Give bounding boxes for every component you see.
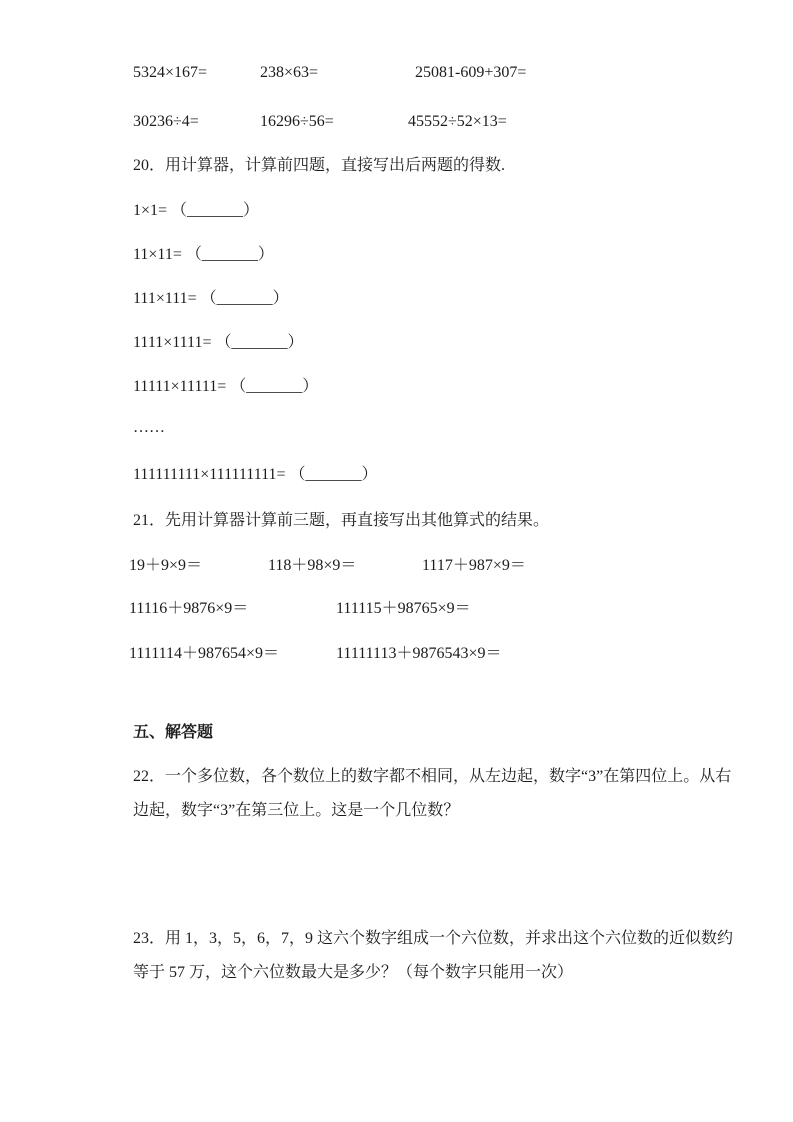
calc-expression: 45552÷52×13= bbox=[408, 113, 507, 130]
q21-expression: 11111113＋9876543×9＝ bbox=[336, 645, 502, 662]
q20-item: 111×111= （_______） bbox=[133, 289, 289, 307]
question-21-heading: 21．先用计算器计算前三题，再直接写出其他算式的结果。 bbox=[133, 512, 550, 529]
q21-expression: 111115＋98765×9＝ bbox=[336, 600, 471, 617]
question-22-line: 22．一个多位数，各个数位上的数字都不相同，从左边起，数字“3”在第四位上。从右 bbox=[133, 768, 732, 785]
calc-expression: 25081-609+307= bbox=[415, 64, 527, 81]
q21-expression: 1111114＋987654×9＝ bbox=[129, 645, 280, 662]
question-20-heading: 20．用计算器，计算前四题，直接写出后两题的得数. bbox=[133, 157, 506, 174]
q20-item: 111111111×111111111= （_______） bbox=[133, 465, 378, 483]
question-23 bbox=[133, 922, 733, 990]
calc-expression: 5324×167= bbox=[133, 64, 208, 81]
question-22-line: 边起，数字“3”在第三位上。这是一个几位数？ bbox=[133, 802, 460, 819]
q21-expression: 1117＋987×9＝ bbox=[422, 557, 526, 574]
q21-expression: 19＋9×9＝ bbox=[129, 557, 203, 574]
calc-expression: 238×63= bbox=[260, 64, 319, 81]
calc-expression: 16296÷56= bbox=[260, 113, 334, 130]
q20-item: 11111×11111= （_______） bbox=[133, 377, 319, 395]
q20-ellipsis: …… bbox=[133, 419, 165, 436]
question-20-list bbox=[133, 186, 378, 494]
q20-item: 1111×1111= （_______） bbox=[133, 333, 304, 351]
q21-expression: 11116＋9876×9＝ bbox=[129, 600, 249, 617]
q21-expression: 118＋98×9＝ bbox=[268, 557, 357, 574]
question-22 bbox=[133, 760, 731, 828]
calc-expression: 30236÷4= bbox=[133, 113, 199, 130]
section-5-heading: 五、解答题 bbox=[133, 724, 214, 741]
question-23-line: 23．用 1，3，5，6，7，9 这六个数字组成一个六位数，并求出这个六位数的近似数约 bbox=[133, 930, 734, 947]
q20-item: 1×1= （_______） bbox=[133, 201, 260, 219]
question-23-line: 等于 57 万，这个六位数最大是多少？（每个数字只能用一次） bbox=[133, 964, 574, 981]
q20-item: 11×11= （_______） bbox=[133, 245, 274, 263]
